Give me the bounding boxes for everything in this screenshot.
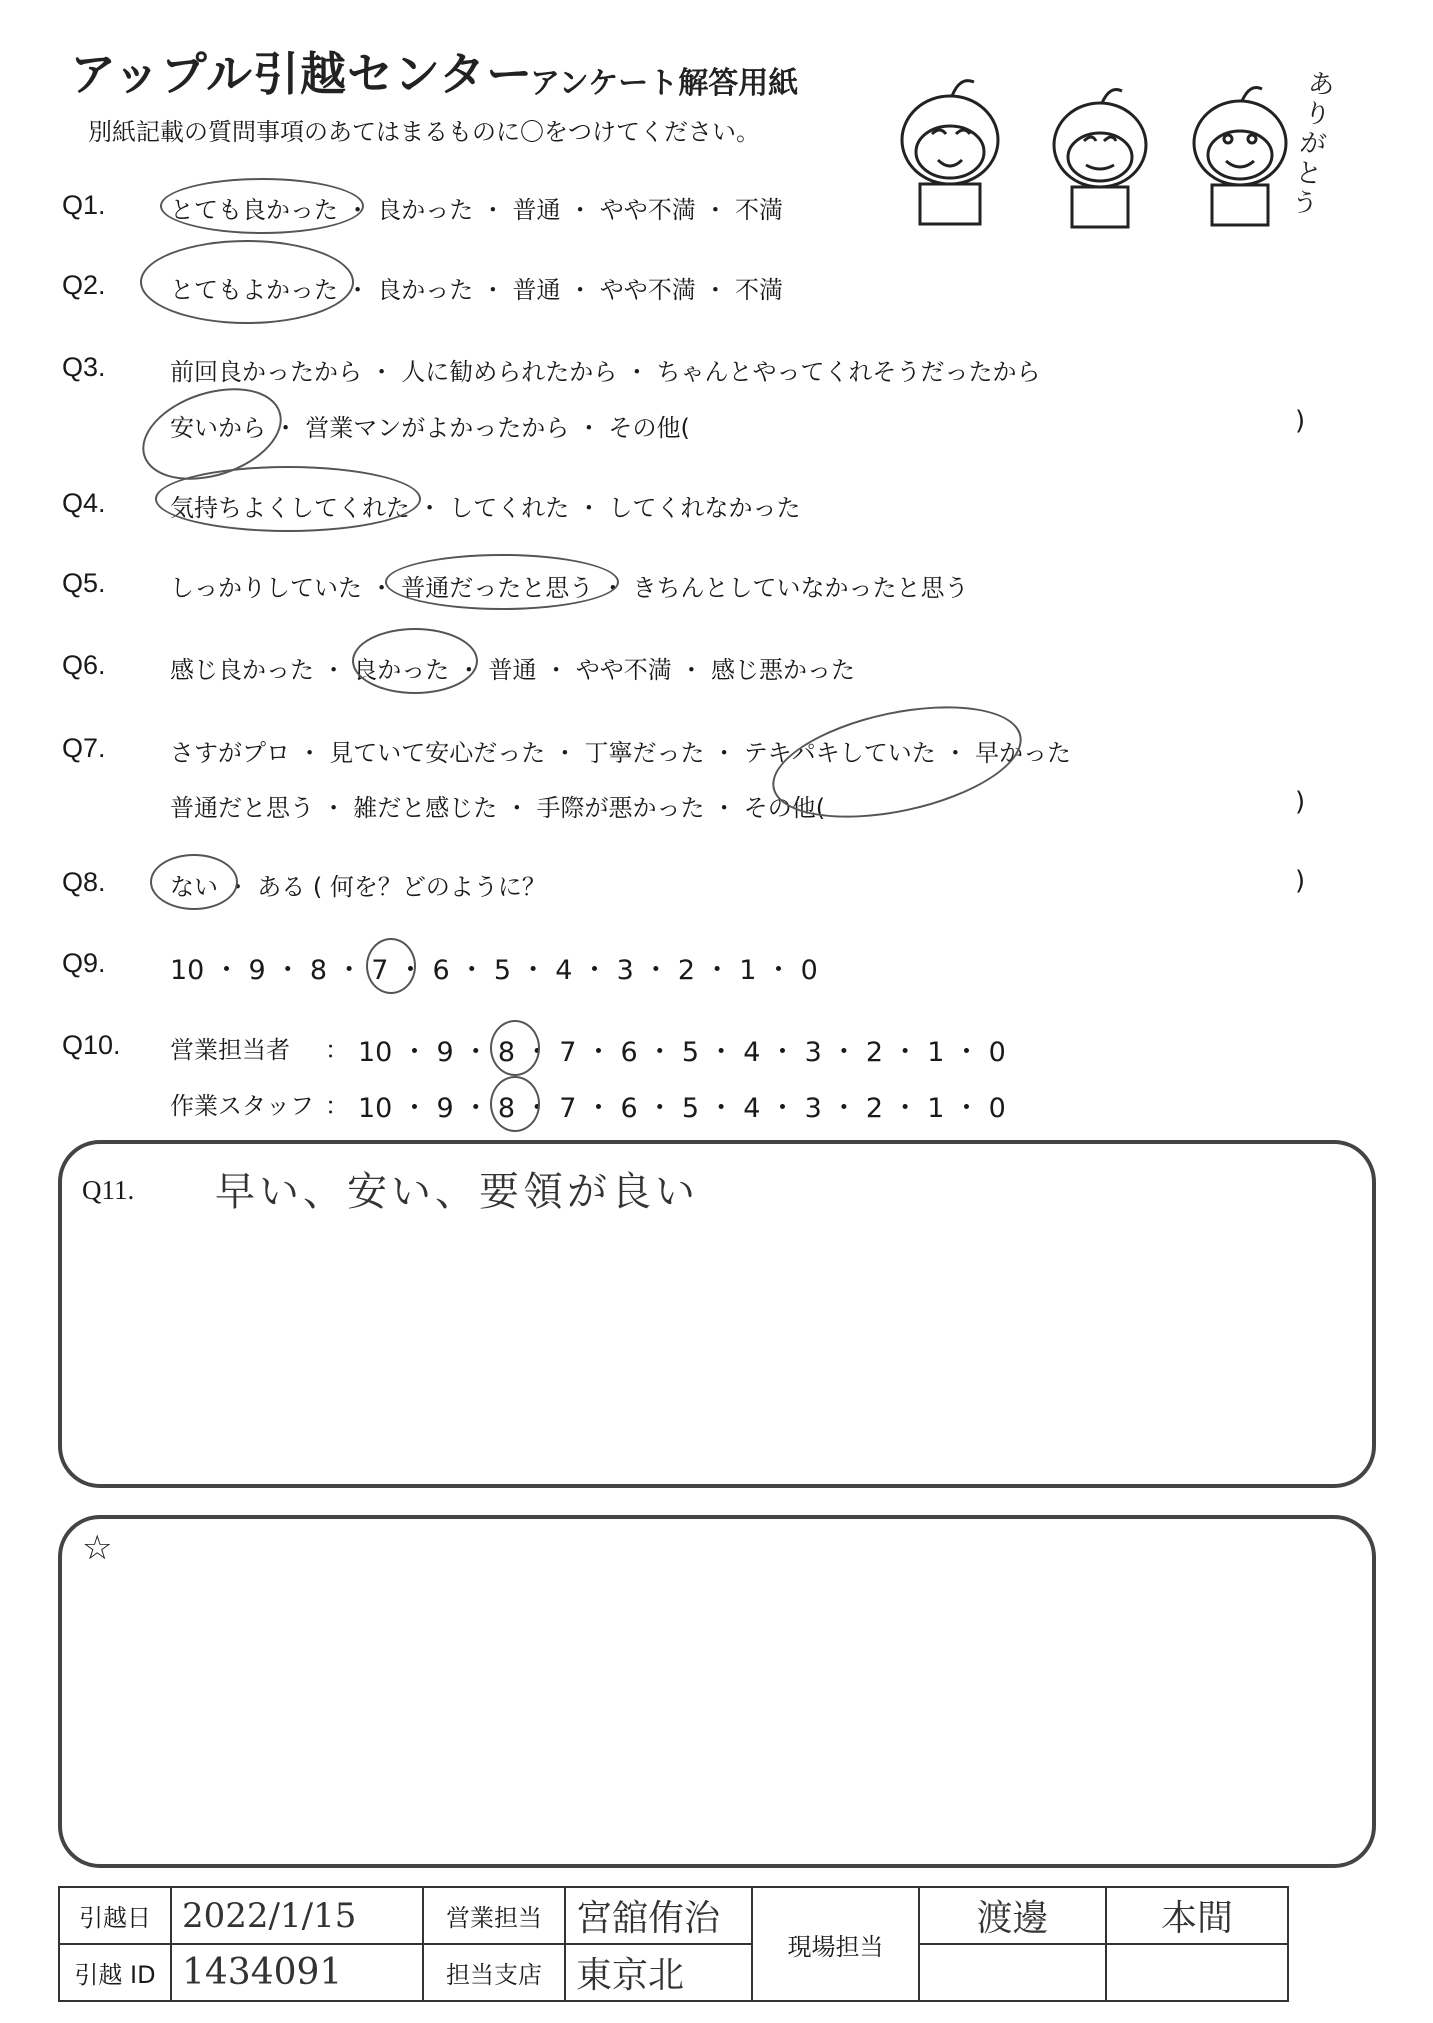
site-label: 現場担当 [752,1887,919,2001]
move-id-value: 1434091 [171,1944,423,2001]
q11-label: Q11. [82,1175,135,1205]
mascot-3 [1194,88,1286,226]
sales-name: 宮舘侑治 [565,1887,752,1944]
answer-circle [160,178,364,234]
q1-label: Q1. [62,190,106,220]
site-empty-1 [919,1944,1106,2001]
answer-circle [155,466,421,532]
q7-close-paren: ) [1295,787,1306,817]
form-subtitle: アンケート解答用紙 [530,66,799,101]
q5-label: Q5. [62,568,106,598]
answer-circle [352,628,478,694]
site-empty-2 [1106,1944,1288,2001]
q10-label: Q10. [62,1030,121,1060]
q9-label: Q9. [62,948,106,978]
q4-label: Q4. [62,488,106,518]
move-date-label: 引越日 [59,1887,171,1944]
q10-staff-colon: ： [325,1092,349,1120]
q8-close-paren: ) [1295,866,1306,896]
q7-options-line2: 普通だと思う ・ 雑だと感じた ・ 手際が悪かった ・ その他( [170,794,826,822]
q10-sales-label: 営業担当者 [170,1036,290,1064]
q5-options: しっかりしていた ・ 普通だったと思う ・ きちんとしていなかったと思う [170,574,969,602]
q6-label: Q6. [62,650,106,680]
answer-circle [385,554,619,610]
mascot-2 [1054,90,1146,228]
thanks-text: ありがとう [1289,68,1337,221]
branch-label: 担当支店 [423,1944,565,2001]
q6-options: 感じ良かった ・ 良かった ・ 普通 ・ やや不満 ・ 感じ悪かった [170,656,856,684]
site-name-2: 本間 [1106,1887,1288,1944]
q1-options: とても良かった ・ 良かった ・ 普通 ・ やや不満 ・ 不満 [170,196,784,224]
mascot-1 [902,81,998,224]
q4-options: 気持ちよくしてくれた ・ してくれた ・ してくれなかった [170,494,801,522]
free-comment-box [58,1515,1376,1868]
q11-answer: 早い、安い、要領が良い [215,1169,699,1215]
answer-circle [366,938,416,994]
q9-scale: 10 ・ 9 ・ 8 ・ 7 ・ 6 ・ 5 ・ 4 ・ 3 ・ 2 ・ 1 ・ 0 [170,955,818,986]
q10-sales-scale: 10 ・ 9 ・ 8 ・ 7 ・ 6 ・ 5 ・ 4 ・ 3 ・ 2 ・ 1 ・ 0 [358,1037,1006,1068]
q10-staff-scale: 10 ・ 9 ・ 8 ・ 7 ・ 6 ・ 5 ・ 4 ・ 3 ・ 2 ・ 1 ・ 0 [358,1093,1006,1124]
instruction-text: 別紙記載の質問事項のあてはまるものに〇をつけてください。 [88,118,760,146]
move-id-label: 引越 ID [59,1944,171,2001]
q10-staff-label: 作業スタッフ [170,1092,314,1120]
mascot-illustration [880,55,1340,235]
q7-label: Q7. [62,733,106,763]
q3-close-paren: ) [1295,406,1306,436]
sales-label: 営業担当 [423,1887,565,1944]
q3-options-line2: 安いから ・ 営業マンがよかったから ・ その他( [170,414,690,442]
answer-circle [490,1020,540,1076]
q8-label: Q8. [62,867,106,897]
q2-label: Q2. [62,270,106,300]
star-icon: ☆ [82,1528,113,1568]
q10-sales-colon: ： [325,1036,349,1064]
branch-name: 東京北 [565,1944,752,2001]
answer-circle [490,1076,540,1132]
answer-circle [150,854,238,910]
q3-label: Q3. [62,352,106,382]
footer-table [58,1886,1289,2002]
site-name-1: 渡邊 [919,1887,1106,1944]
q2-options: とてもよかった ・ 良かった ・ 普通 ・ やや不満 ・ 不満 [170,276,784,304]
q8-options: ない ・ ある ( 何を？どのように？ [170,873,546,901]
q7-options-line1: さすがプロ ・ 見ていて安心だった ・ 丁寧だった ・ テキパキしていた ・ 早かった [170,739,1072,767]
q3-options-line1: 前回良かったから ・ 人に勧められたから ・ ちゃんとやってくれそうだったから [170,358,1041,386]
answer-circle [140,240,354,324]
move-date-value: 2022/1/15 [171,1887,423,1944]
company-title: アップル引越センター [70,47,534,101]
